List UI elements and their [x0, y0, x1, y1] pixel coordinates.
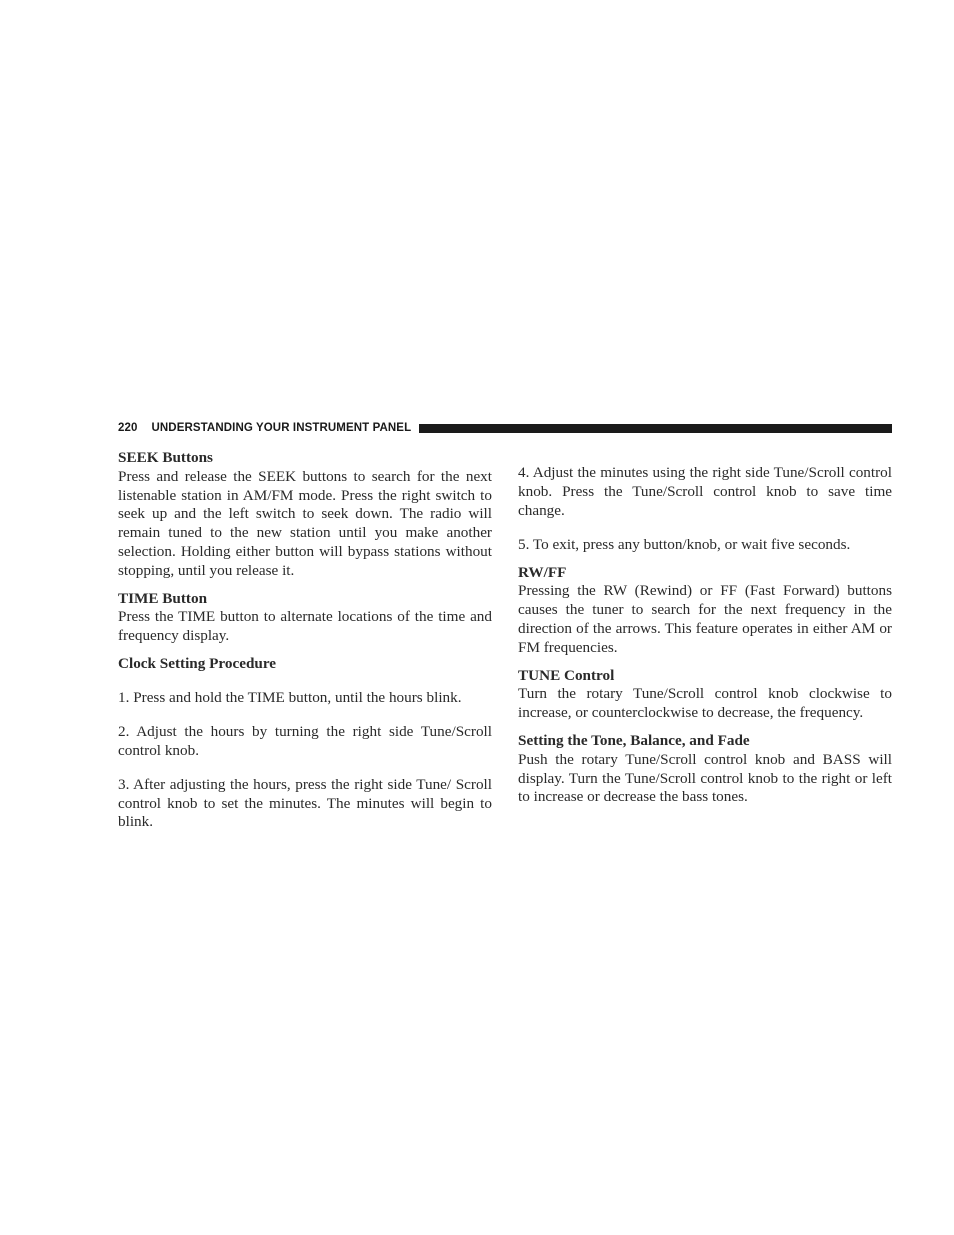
- rw-ff-section: [518, 564, 892, 658]
- clock-setting-heading: Clock Setting Procedure: [118, 654, 277, 672]
- tune-control-text: Turn the rotary Tune/Scroll control knob clockwise to increase, or counterclockwise to decrease, the frequency.: [518, 685, 892, 722]
- rw-ff-text: Pressing the RW (Rewind) or FF (Fast Forward) buttons causes the tuner to search for the next frequency in the direction of the arrows. This feature operates in either AM or FM frequencies.: [518, 582, 892, 656]
- clock-step-2: 2. Adjust the hours by turning the right side Tune/Scroll control knob.: [118, 722, 492, 759]
- tone-balance-fade-heading: Setting the Tone, Balance, and Fade: [518, 731, 750, 749]
- section-title: UNDERSTANDING YOUR INSTRUMENT PANEL: [151, 422, 412, 434]
- rw-ff-heading: RW/FF: [518, 563, 567, 581]
- tone-balance-fade-section: [518, 732, 892, 807]
- time-button-text: Press the TIME button to alternate locations of the time and frequency display.: [118, 608, 492, 645]
- tune-control-section: [518, 667, 892, 723]
- time-button-section: [118, 590, 492, 646]
- seek-buttons-section: [118, 449, 492, 581]
- time-button-heading: TIME Button: [118, 589, 208, 607]
- clock-setting-section: [118, 655, 492, 674]
- clock-step-5: 5. To exit, press any button/knob, or wait five seconds.: [518, 535, 851, 553]
- right-column: [518, 449, 892, 816]
- left-column: [118, 449, 492, 841]
- page-header: [118, 420, 892, 436]
- clock-step-1: 1. Press and hold the TIME button, until the hours blink.: [118, 688, 462, 706]
- tone-balance-fade-text: Push the rotary Tune/Scroll control knob and BASS will display. Turn the Tune/Scroll control knob to the right or left to increase or decrease the bass tones.: [518, 750, 892, 806]
- seek-buttons-text: Press and release the SEEK buttons to search for the next listenable station in AM/FM mode. Press the right switch to seek up and the left switch to seek down. The radio will remain tuned to the new station until you make another selection. Holding either button will bypass stations without stopping, until you release it.: [118, 467, 492, 579]
- seek-buttons-heading: SEEK Buttons: [118, 449, 213, 466]
- tune-control-heading: TUNE Control: [518, 666, 615, 684]
- clock-step-3: 3. After adjusting the hours, press the right side Tune/ Scroll control knob to set the minutes. The minutes will begin to blink.: [118, 775, 492, 831]
- page-number: 220: [118, 422, 138, 434]
- clock-step-4: 4. Adjust the minutes using the right side Tune/Scroll control knob. Press the Tune/Scroll control knob to save time change.: [518, 464, 892, 519]
- header-rule: [419, 424, 892, 433]
